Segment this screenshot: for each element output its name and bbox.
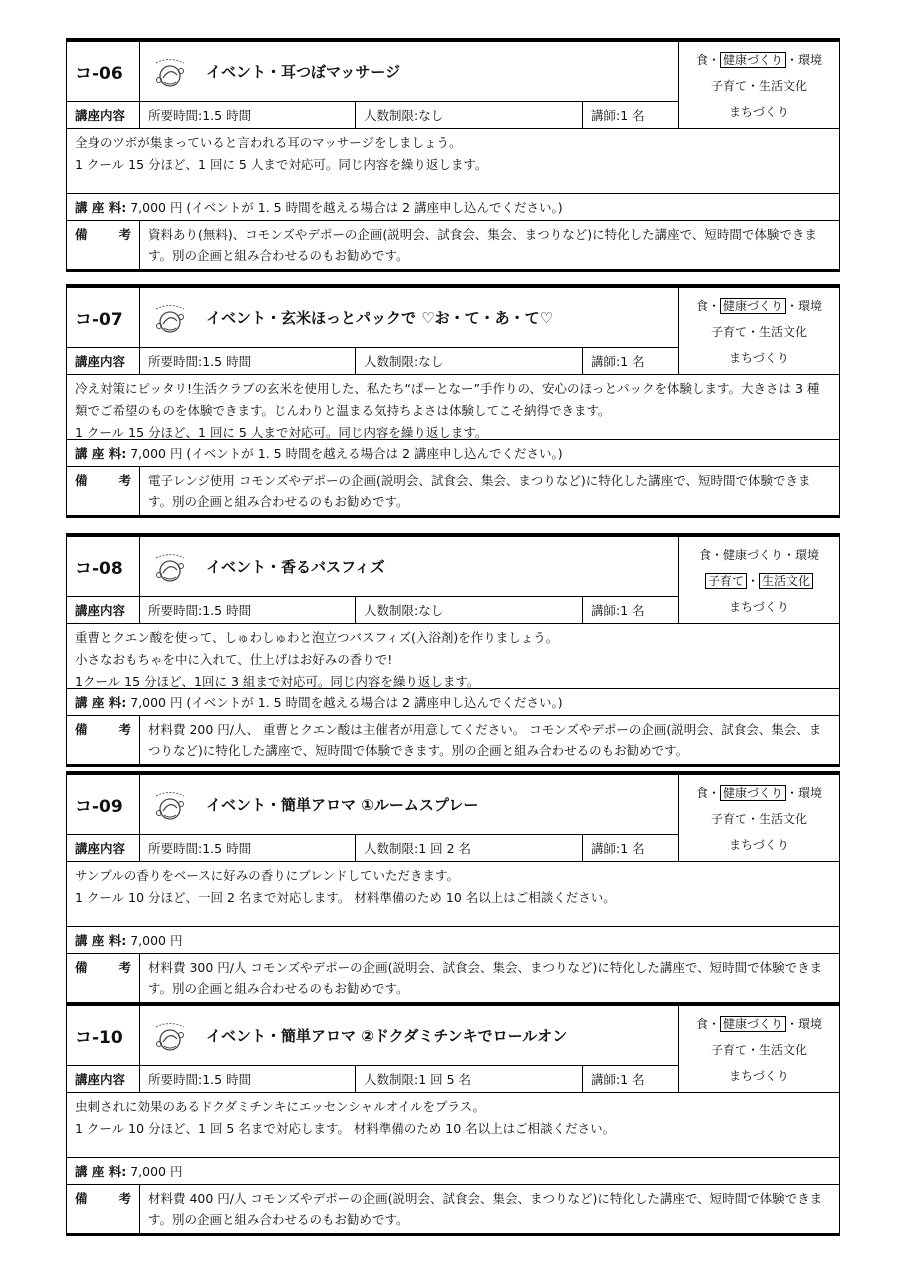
capacity: 人数制限:1 回 5 名	[356, 1066, 583, 1092]
course-card	[66, 533, 840, 767]
course-content-label: 講座内容	[67, 1066, 140, 1092]
course-content-label: 講座内容	[67, 102, 140, 128]
category-tag: 健康づくり	[720, 1016, 786, 1032]
instructor-count: 講師:1 名	[591, 354, 645, 369]
fee-label: 講 座 料:	[75, 200, 127, 215]
course-card	[66, 771, 840, 1005]
description-line: 1 クール 15 分ほど、1 回に 5 人まで対応可。同じ内容を繰り返します。	[75, 425, 488, 440]
fee-value: 7,000 円 (イベントが 1. 5 時間を越える場合は 2 講座申し込んでください。)	[130, 446, 563, 461]
instructor-count: 講師:1 名	[591, 603, 645, 618]
description	[67, 1093, 839, 1157]
description-line: 小さなおもちゃを中に入れて、仕上げはお好みの香りで!	[75, 652, 393, 667]
category-tag: まちづくり	[729, 599, 789, 614]
note-text: 電子レンジ使用 コモンズやデポーの企画(説明会、試食会、集会、まつりなど)に特化した講座で、短時間で体験できます。別の企画と組み合わせるのもお勧めです。	[148, 473, 811, 509]
category-tag: 食・健康づくり・環境	[698, 547, 819, 562]
category-tag: 食・	[695, 52, 720, 67]
category-tag: まちづくり	[729, 104, 789, 119]
course-code: コ-10	[67, 1006, 140, 1065]
course-card	[66, 284, 840, 518]
instructor-count: 講師:1 名	[591, 841, 645, 856]
course-code: コ-07	[67, 288, 140, 347]
description-line: 虫刺されに効果のあるドクダミチンキにエッセンシャルオイルをプラス。	[75, 1099, 485, 1114]
capacity: 人数制限:なし	[356, 597, 583, 623]
fee-value: 7,000 円	[130, 1164, 183, 1179]
group-logo-icon	[150, 550, 190, 584]
description-line: 1 クール 10 分ほど、1 回 5 名まで対応します。 材料準備のため 10 名以上はご相談ください。	[75, 1121, 616, 1136]
category-tag: 子育て・生活文化	[710, 324, 807, 339]
category-tag: 食・	[695, 785, 720, 800]
fee-value: 7,000 円	[130, 933, 183, 948]
capacity: 人数制限:1 回 2 名	[356, 835, 583, 861]
description-line: 1 クール 10 分ほど、一回 2 名まで対応します。 材料準備のため 10 名以上はご相談ください。	[75, 890, 616, 905]
course-title: イベント・香るバスフィズ	[206, 558, 385, 576]
category-list	[679, 288, 839, 374]
description-line: 1 クール 15 分ほど、1 回に 5 人まで対応可。同じ内容を繰り返します。	[75, 157, 488, 172]
category-tag: ・環境	[786, 785, 823, 800]
fee-label: 講 座 料:	[75, 695, 127, 710]
group-logo-icon	[150, 301, 190, 335]
description-line: 重曹とクエン酸を使って、しゅわしゅわと泡立つバスフィズ(入浴剤)を作りましょう。	[75, 630, 559, 645]
description-line: 冷え対策にピッタリ!生活クラブの玄米を使用した、私たち“ぱーとなー”手作りの、安心のほっとパックを体験します。大きさは 3 種類でご希望のものを体験できます。じんわりと温まる気持ちよさは体験してこそ納得できます。	[75, 381, 820, 418]
note-label: 備 考	[67, 716, 140, 764]
course-content-label: 講座内容	[67, 835, 140, 861]
course-card	[66, 1002, 840, 1236]
course-card	[66, 38, 840, 272]
category-tag: まちづくり	[729, 350, 789, 365]
fee-value: 7,000 円 (イベントが 1. 5 時間を越える場合は 2 講座申し込んでください。)	[130, 200, 563, 215]
category-tag: 健康づくり	[720, 785, 786, 801]
note-label: 備 考	[67, 954, 140, 1002]
course-title: イベント・簡単アロマ ①ルームスプレー	[206, 796, 479, 814]
category-tag: まちづくり	[729, 1068, 789, 1083]
category-tag: 子育て・生活文化	[710, 1042, 807, 1057]
note-text: 材料費 200 円/人、 重曹とクエン酸は主催者が用意してください。 コモンズやデポーの企画(説明会、試食会、集会、まつりなど)に特化した講座で、短時間で体験できます。別の企画と組み合わせるのもお勧めです。	[148, 722, 822, 758]
course-content-label: 講座内容	[67, 348, 140, 374]
category-tag: ・環境	[786, 298, 823, 313]
duration: 所要時間:1.5 時間	[140, 835, 356, 861]
description	[67, 129, 839, 193]
course-code: コ-09	[67, 775, 140, 834]
fee-label: 講 座 料:	[75, 933, 127, 948]
category-tag: 健康づくり	[720, 52, 786, 68]
category-tag: 子育て・生活文化	[710, 78, 807, 93]
course-content-label: 講座内容	[67, 597, 140, 623]
category-list	[679, 775, 839, 861]
description-line: 1クール 15 分ほど、1回に 3 組まで対応可。同じ内容を繰り返します。	[75, 674, 480, 689]
category-tag: 生活文化	[759, 573, 813, 589]
note-text: 材料費 300 円/人 コモンズやデポーの企画(説明会、試食会、集会、まつりなど)に特化した講座で、短時間で体験できます。別の企画と組み合わせるのもお勧めです。	[148, 960, 823, 996]
category-tag: 食・	[695, 298, 720, 313]
group-logo-icon	[150, 55, 190, 89]
course-title: イベント・簡単アロマ ②ドクダミチンキでロールオン	[206, 1027, 568, 1045]
note-label: 備 考	[67, 221, 140, 269]
category-tag: 食・	[695, 1016, 720, 1031]
group-logo-icon	[150, 1019, 190, 1053]
category-tag: 健康づくり	[720, 298, 786, 314]
duration: 所要時間:1.5 時間	[140, 348, 356, 374]
capacity: 人数制限:なし	[356, 102, 583, 128]
course-title: イベント・玄米ほっとパックで ♡お・て・あ・て♡	[206, 309, 554, 327]
category-tag: ・	[746, 573, 759, 588]
note-label: 備 考	[67, 467, 140, 515]
group-logo-icon	[150, 788, 190, 822]
category-list	[679, 42, 839, 128]
capacity: 人数制限:なし	[356, 348, 583, 374]
duration: 所要時間:1.5 時間	[140, 1066, 356, 1092]
fee-label: 講 座 料:	[75, 446, 127, 461]
duration: 所要時間:1.5 時間	[140, 597, 356, 623]
description-line: サンプルの香りをベースに好みの香りにブレンドしていただきます。	[75, 868, 459, 883]
duration: 所要時間:1.5 時間	[140, 102, 356, 128]
fee-label: 講 座 料:	[75, 1164, 127, 1179]
category-tag: 子育て・生活文化	[710, 811, 807, 826]
note-text: 材料費 400 円/人 コモンズやデポーの企画(説明会、試食会、集会、まつりなど)に特化した講座で、短時間で体験できます。別の企画と組み合わせるのもお勧めです。	[148, 1191, 823, 1227]
description-line: 全身のツボが集まっていると言われる耳のマッサージをしましょう。	[75, 135, 462, 150]
note-label: 備 考	[67, 1185, 140, 1233]
course-code: コ-08	[67, 537, 140, 596]
category-list	[679, 537, 839, 623]
category-tag: 子育て	[705, 573, 747, 589]
fee-value: 7,000 円 (イベントが 1. 5 時間を越える場合は 2 講座申し込んでください。)	[130, 695, 563, 710]
description	[67, 375, 839, 439]
category-list	[679, 1006, 839, 1092]
category-tag: ・環境	[786, 52, 823, 67]
instructor-count: 講師:1 名	[591, 108, 645, 123]
course-title: イベント・耳つぼマッサージ	[206, 63, 401, 81]
course-code: コ-06	[67, 42, 140, 101]
category-tag: ・環境	[786, 1016, 823, 1031]
description	[67, 624, 839, 688]
instructor-count: 講師:1 名	[591, 1072, 645, 1087]
description	[67, 862, 839, 926]
note-text: 資料あり(無料)、コモンズやデポーの企画(説明会、試食会、集会、まつりなど)に特化した講座で、短時間で体験できます。別の企画と組み合わせるのもお勧めです。	[148, 227, 817, 263]
category-tag: まちづくり	[729, 837, 789, 852]
